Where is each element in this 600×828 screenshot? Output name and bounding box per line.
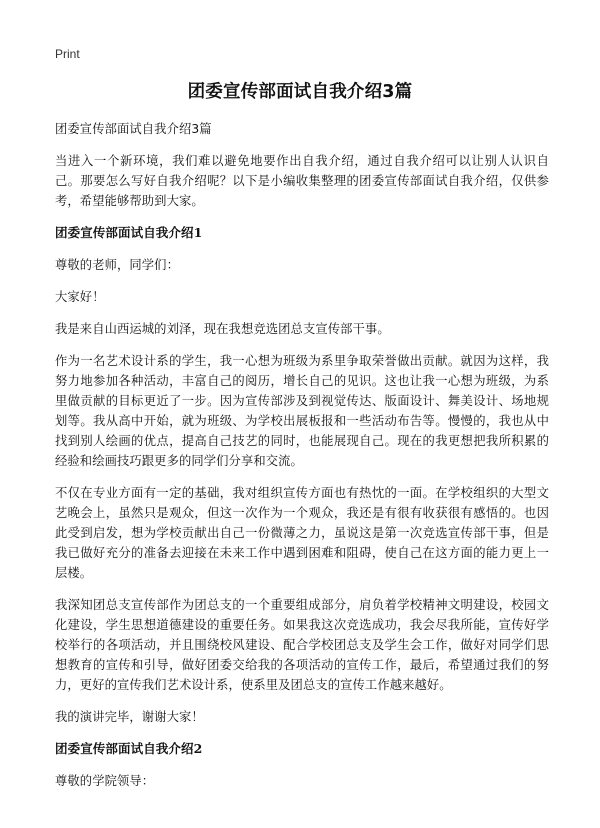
- body-paragraph: 作为一名艺术设计系的学生，我一心想为班级为系里争取荣誉做出贡献。就因为这样，我努力地参加各种活动，丰富自己的阅历，增长自己的见识。这也让我一心想为班级，为系里做贡献的目标更近了一步。因为宣传部涉及到视觉传达、版面设计、舞美设计、场地规划等。我从高中开始，就为班级、为学校出展板报和一些活动布告等。慢慢的，我也从中找到别人绘画的优点，提高自己技艺的同时，也能展现自己。现在的我更想把我所积累的经验和绘画技巧跟更多的同学们分享和交流。: [55, 354, 549, 468]
- print-label[interactable]: Print: [55, 47, 80, 61]
- salutation: 尊敬的老师，同学们：: [55, 258, 179, 272]
- document-title: 团委宣传部面试自我介绍3篇: [187, 82, 413, 102]
- body-paragraph: 我深知团总支宣传部作为团总支的一个重要组成部分，肩负着学校精神文明建设，校园文化建设，学生思想道德建设的重要任务。如果我这次竞选成功，我会尽我所能，宣传好学校举行的各项活动，并且围绕校风建设、配合学校团总支及学生会工作，做好对同学们思想教育的宣传和引导，做好团委交给我的各项活动的宣传工作，最后，希望通过我们的努力，更好的宣传我们艺术设计系，使系里及团总支的宣传工作越来越好。: [55, 598, 549, 692]
- salutation: 尊敬的学院领导：: [55, 774, 155, 788]
- closing-line: 我的演讲完毕，谢谢大家！: [55, 710, 204, 724]
- section-heading-1: 团委宣传部面试自我介绍1: [55, 225, 203, 240]
- section-heading-2: 团委宣传部面试自我介绍2: [55, 741, 203, 756]
- body-paragraph: 不仅在专业方面有一定的基础，我对组织宣传方面也有热忱的一面。在学校组织的大型文艺晚会上，虽然只是观众，但这一次作为一个观众，我还是有很有收获很有感悟的。也因此受到启发，想为学校贡献出自己一份微薄之力，虽说这是第一次竞选宣传部干事，但是我已做好充分的准备去迎接在未来工作中遇到困难和阻碍，使自己在这方面的能力更上一层楼。: [55, 486, 549, 580]
- document-subtitle: 团委宣传部面试自我介绍3篇: [55, 122, 212, 136]
- document-body: [55, 119, 549, 803]
- intro-paragraph: 当进入一个新环境，我们难以避免地要作出自我介绍，通过自我介绍可以让别人认识自己。那要怎么写好自我介绍呢？以下是小编收集整理的团委宣传部面试自我介绍，仅供参考，希望能够帮助到大家。: [55, 154, 549, 208]
- body-paragraph: 我是来自山西运城的刘泽，现在我想竞选团总支宣传部干事。: [55, 322, 390, 336]
- greeting: 大家好！: [55, 290, 105, 304]
